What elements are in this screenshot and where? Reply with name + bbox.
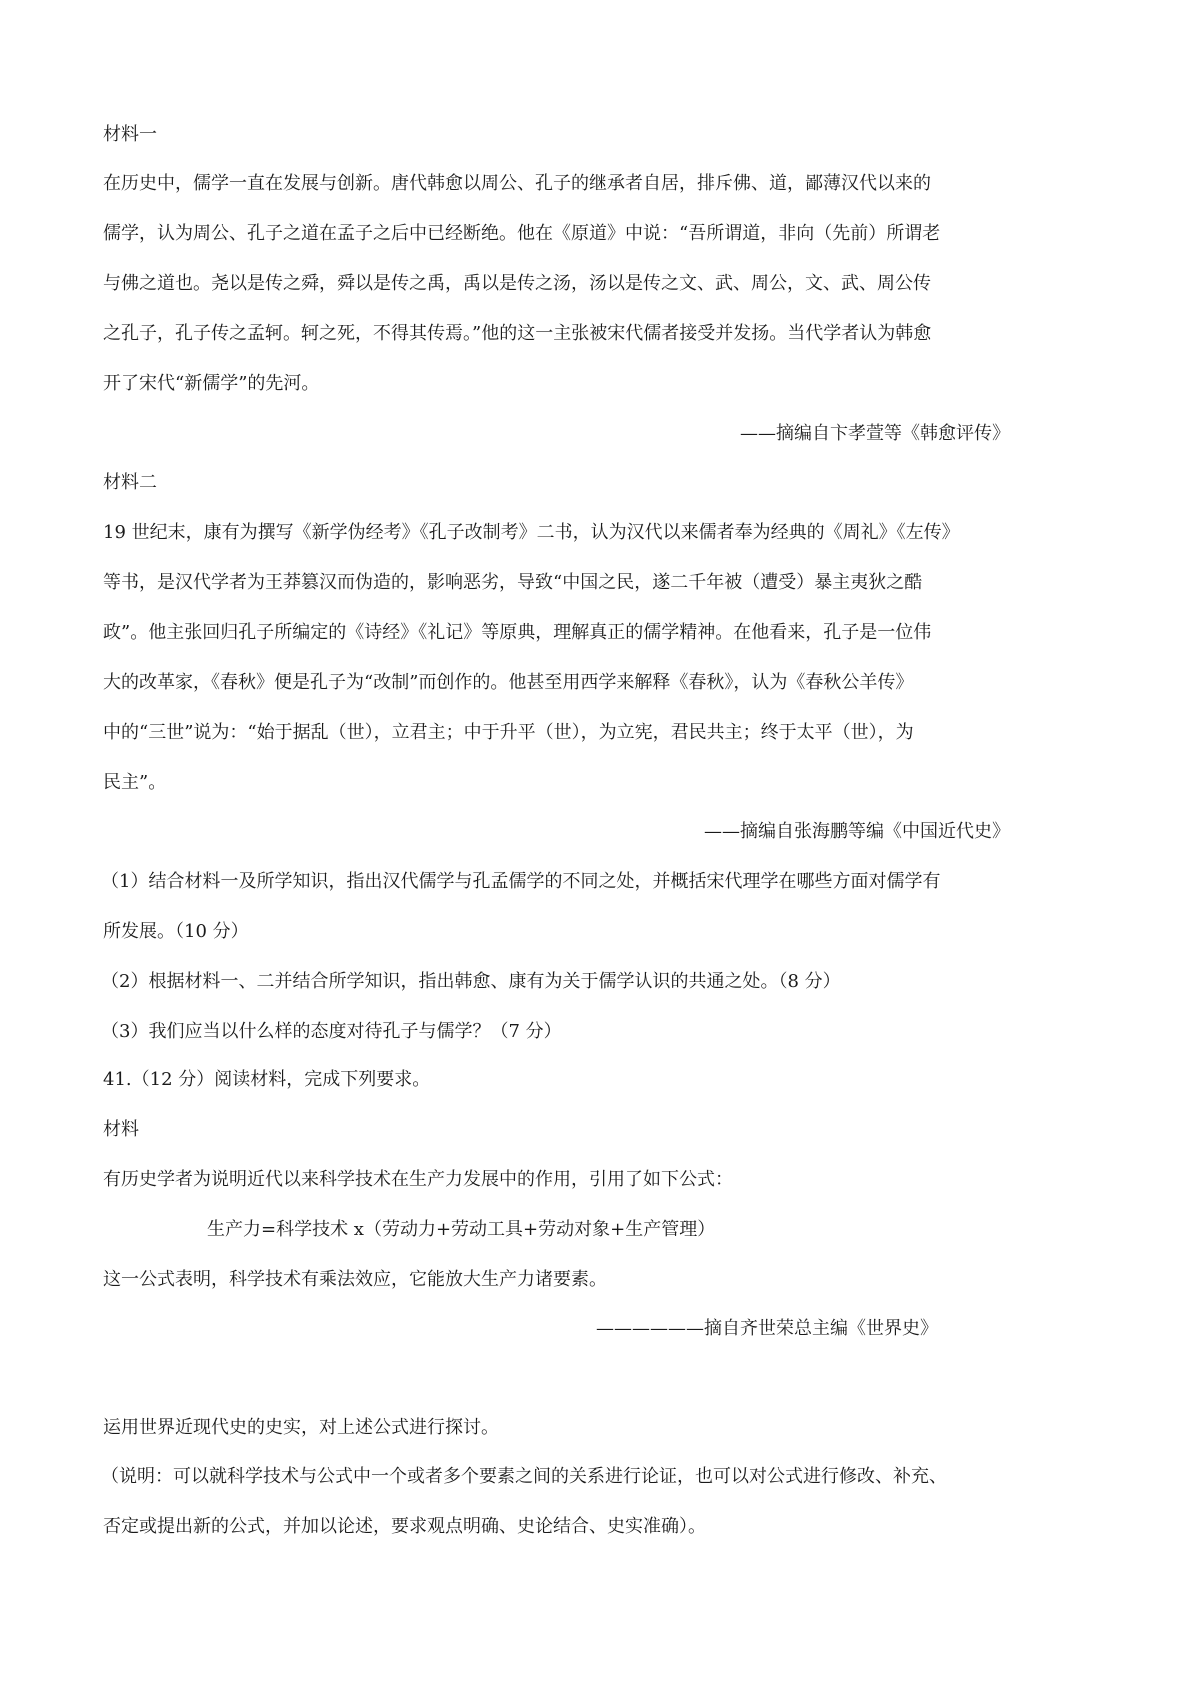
material2-heading: 材料二	[103, 472, 157, 493]
q41-title: 41.（12 分）阅读材料，完成下列要求。	[103, 1069, 431, 1090]
q41-task: 运用世界近现代史的史实，对上述公式进行探讨。	[103, 1417, 499, 1438]
material1-source: ——摘编自卞孝萱等《韩愈评传》	[740, 423, 1010, 444]
material2-source: ——摘编自张海鹏等编《中国近代史》	[704, 821, 1010, 842]
q41-material-heading: 材料	[103, 1119, 139, 1140]
q41-note-line: （说明：可以就科学技术与公式中一个或者多个要素之间的关系进行论证，也可以对公式进行修改、补充、	[101, 1466, 947, 1487]
q41-conclusion: 这一公式表明，科学技术有乘法效应，它能放大生产力诸要素。	[103, 1269, 607, 1290]
q41-note-line: 否定或提出新的公式，并加以论述，要求观点明确、史论结合、史实准确）。	[103, 1516, 706, 1537]
material2-line: 中的“三世”说为：“始于据乱（世），立君主；中于升平（世），为立宪，君民共主；终于太平（世），为	[103, 722, 914, 743]
material2-line: 等书，是汉代学者为王莽篡汉而伪造的，影响恶劣，导致“中国之民，遂二千年被（遭受）暴主夷狄之酷	[103, 572, 923, 593]
material1-line: 开了宋代“新儒学”的先河。	[103, 373, 320, 394]
material1-line: 在历史中，儒学一直在发展与创新。唐代韩愈以周公、孔子的继承者自居，排斥佛、道，鄙薄汉代以来的	[103, 173, 931, 194]
question-line: （1）结合材料一及所学知识，指出汉代儒学与孔孟儒学的不同之处，并概括宋代理学在哪些方面对儒学有	[101, 871, 941, 892]
question-line: （2）根据材料一、二并结合所学知识，指出韩愈、康有为关于儒学认识的共通之处。（8 分）	[101, 971, 841, 992]
question-line: （3）我们应当以什么样的态度对待孔子与儒学？（7 分）	[101, 1021, 562, 1042]
q41-formula: 生产力=科学技术 x（劳动力+劳动工具+劳动对象+生产管理）	[207, 1219, 716, 1240]
material2-line: 政”。他主张回归孔子所编定的《诗经》《礼记》等原典，理解真正的儒学精神。在他看来，孔子是一位伟	[103, 622, 932, 643]
material1-line: 与佛之道也。尧以是传之舜，舜以是传之禹，禹以是传之汤，汤以是传之文、武、周公，文、武、周公传	[103, 273, 931, 294]
material2-line: 19 世纪末，康有为撰写《新学伪经考》《孔子改制考》二书，认为汉代以来儒者奉为经典的《周礼》《左传》	[103, 522, 960, 543]
question-line: 所发展。（10 分）	[103, 921, 249, 942]
material2-line: 民主”。	[103, 772, 167, 793]
material2-line: 大的改革家，《春秋》便是孔子为“改制”而创作的。他甚至用西学来解释《春秋》，认为《春秋公羊传》	[103, 672, 914, 693]
q41-intro: 有历史学者为说明近代以来科学技术在生产力发展中的作用，引用了如下公式：	[103, 1169, 733, 1190]
material1-line: 儒学，认为周公、孔子之道在孟子之后中已经断绝。他在《原道》中说：“吾所谓道，非向（先前）所谓老	[103, 223, 941, 244]
q41-source: ——————摘自齐世荣总主编《世界史》	[596, 1318, 938, 1339]
material1-heading: 材料一	[103, 124, 157, 145]
material1-line: 之孔子，孔子传之孟轲。轲之死，不得其传焉。”他的这一主张被宋代儒者接受并发扬。当代学者认为韩愈	[103, 323, 932, 344]
